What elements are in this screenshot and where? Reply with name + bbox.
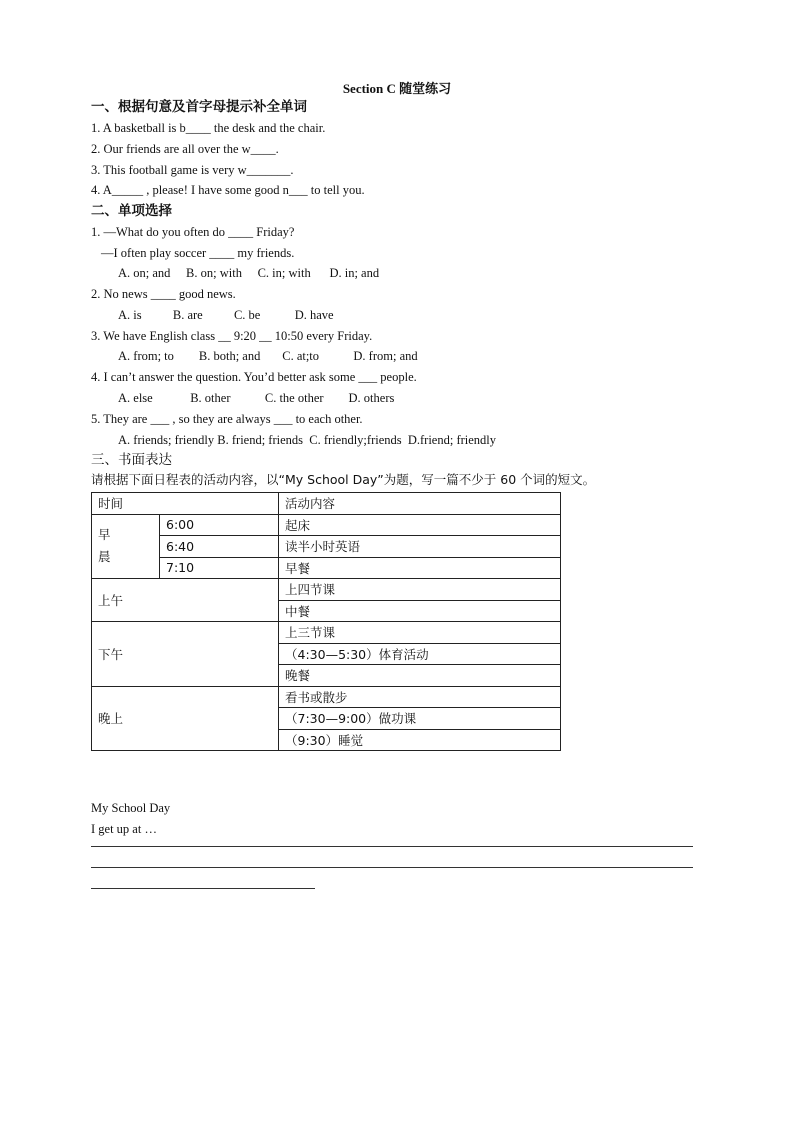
morning-label-text [98,524,153,568]
morning-label-char: 早 [98,527,111,543]
table-header-row [92,493,561,515]
answer-line-1 [91,846,693,847]
time-cell: 6:40 [160,536,279,558]
question-5-options: A. friends; friendly B. friend; friends C. friendly;friends D.friend; friendly [118,433,497,447]
question-1-options: A. on; and B. on; with C. in; with D. in; and [118,266,380,280]
part1-heading: 一、根据句意及首字母提示补全单词 [91,99,307,115]
table-row [92,686,561,708]
question-4: 4. I can’t answer the question. You’d better ask some ___ people. [91,370,417,384]
part1-item-3: 3. This football game is very w_______. [91,163,294,177]
question-5: 5. They are ___ , so they are always ___ to each other. [91,412,363,426]
question-2: 2. No news ____ good news. [91,287,236,301]
activity-cell: （4:30—5:30）体育活动 [279,643,561,665]
part1-item-1: 1. A basketball is b____ the desk and the chair. [91,121,326,135]
activity-cell: 晚餐 [279,665,561,687]
activity-cell: 上四节课 [279,579,561,601]
question-3-options: A. from; to B. both; and C. at;to D. from; and [118,349,418,363]
schedule-table [91,492,561,751]
page-title: Section C 随堂练习 [342,81,452,96]
part1-item-4: 4. A_____ , please! I have some good n___ to tell you. [91,183,365,197]
question-4-options: A. else B. other C. the other D. others [118,391,395,405]
header-time: 时间 [92,493,279,515]
forenoon-label: 上午 [92,579,279,622]
evening-label: 晚上 [92,686,279,751]
table-row [92,536,561,558]
activity-cell: （7:30—9:00）做功课 [279,708,561,730]
part1-item-2: 2. Our friends are all over the w____. [91,142,279,156]
header-activity: 活动内容 [279,493,561,515]
activity-cell: （9:30）睡觉 [279,729,561,751]
activity-cell: 看书或散步 [279,686,561,708]
table-row [92,557,561,579]
time-cell: 6:00 [160,514,279,536]
table-row [92,622,561,644]
question-1: 1. —What do you often do ____ Friday? [91,225,295,239]
part3-heading: 三、书面表达 [91,452,172,468]
question-1-response: —I often play soccer ____ my friends. [101,246,295,260]
essay-title: My School Day [91,801,171,815]
activity-cell: 起床 [279,514,561,536]
activity-cell: 上三节课 [279,622,561,644]
question-2-options: A. is B. are C. be D. have [118,308,334,322]
activity-cell: 早餐 [279,557,561,579]
afternoon-label: 下午 [92,622,279,687]
answer-line-3 [91,888,315,889]
part2-heading: 二、单项选择 [91,203,172,219]
answer-line-2 [91,867,693,868]
activity-cell: 中餐 [279,600,561,622]
morning-label-char: 晨 [98,549,111,565]
activity-cell: 读半小时英语 [279,536,561,558]
time-cell: 7:10 [160,557,279,579]
essay-start: I get up at … [91,822,157,836]
question-3: 3. We have English class __ 9:20 __ 10:50 every Friday. [91,329,373,343]
morning-label [92,514,160,579]
table-row [92,514,561,536]
writing-instruction: 请根据下面日程表的活动内容，以“My School Day”为题，写一篇不少于 60 个词的短文。 [91,472,596,487]
table-row [92,579,561,601]
